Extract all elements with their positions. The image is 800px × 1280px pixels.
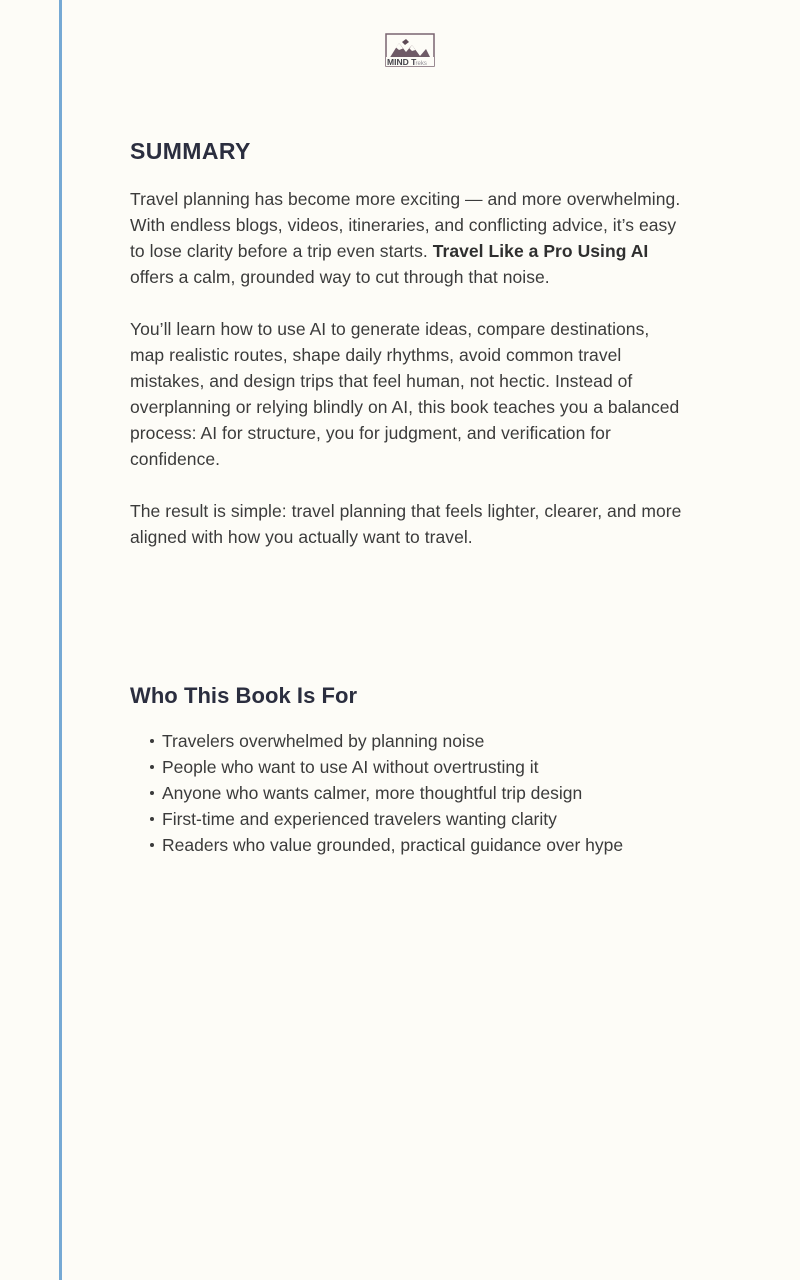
mountain-range-icon [384,32,436,68]
audience-list [130,728,682,858]
summary-paragraph-3: The result is simple: travel planning that feels lighter, clearer, and more aligned with how you actually want to travel. [130,500,682,547]
left-accent-rule [59,0,62,1280]
audience-heading: Who This Book Is For [130,683,358,708]
brand-logo [384,32,436,68]
summary-paragraph-2: You’ll learn how to use AI to generate ideas, compare destinations, map realistic routes, shape daily rhythms, avoid common travel mistakes, and design trips that feel human, not hectic. Instead of overplanning or relying blindly on AI, this book teaches you a balanced process: AI for structure, you for judgment, and verification for confidence. [130,318,680,469]
audience-section [130,682,682,858]
logo-text-secondary: reks [415,61,427,67]
summary-paragraph-1 [130,186,682,290]
paragraph-1-tail: offers a calm, grounded way to cut through that noise. [130,266,550,287]
summary-section [130,138,682,550]
list-item: People who want to use AI without overtrusting it [130,754,682,780]
list-item: Anyone who wants calmer, more thoughtful trip design [130,780,682,806]
list-item: Readers who value grounded, practical guidance over hype [130,832,682,858]
list-item: Travelers overwhelmed by planning noise [130,728,682,754]
book-title-emphasis: Travel Like a Pro Using AI [432,240,649,261]
page-header [0,0,800,100]
paragraph-1-lead: Travel planning has become more exciting — and more overwhelming. With endless blogs, videos, itineraries, and conflicting advice, it’s easy to lose clarity before a trip even starts. [130,188,681,261]
logo-text-primary: MIND T [387,57,417,67]
list-item: First-time and experienced travelers wanting clarity [130,806,682,832]
summary-heading: SUMMARY [130,138,251,164]
